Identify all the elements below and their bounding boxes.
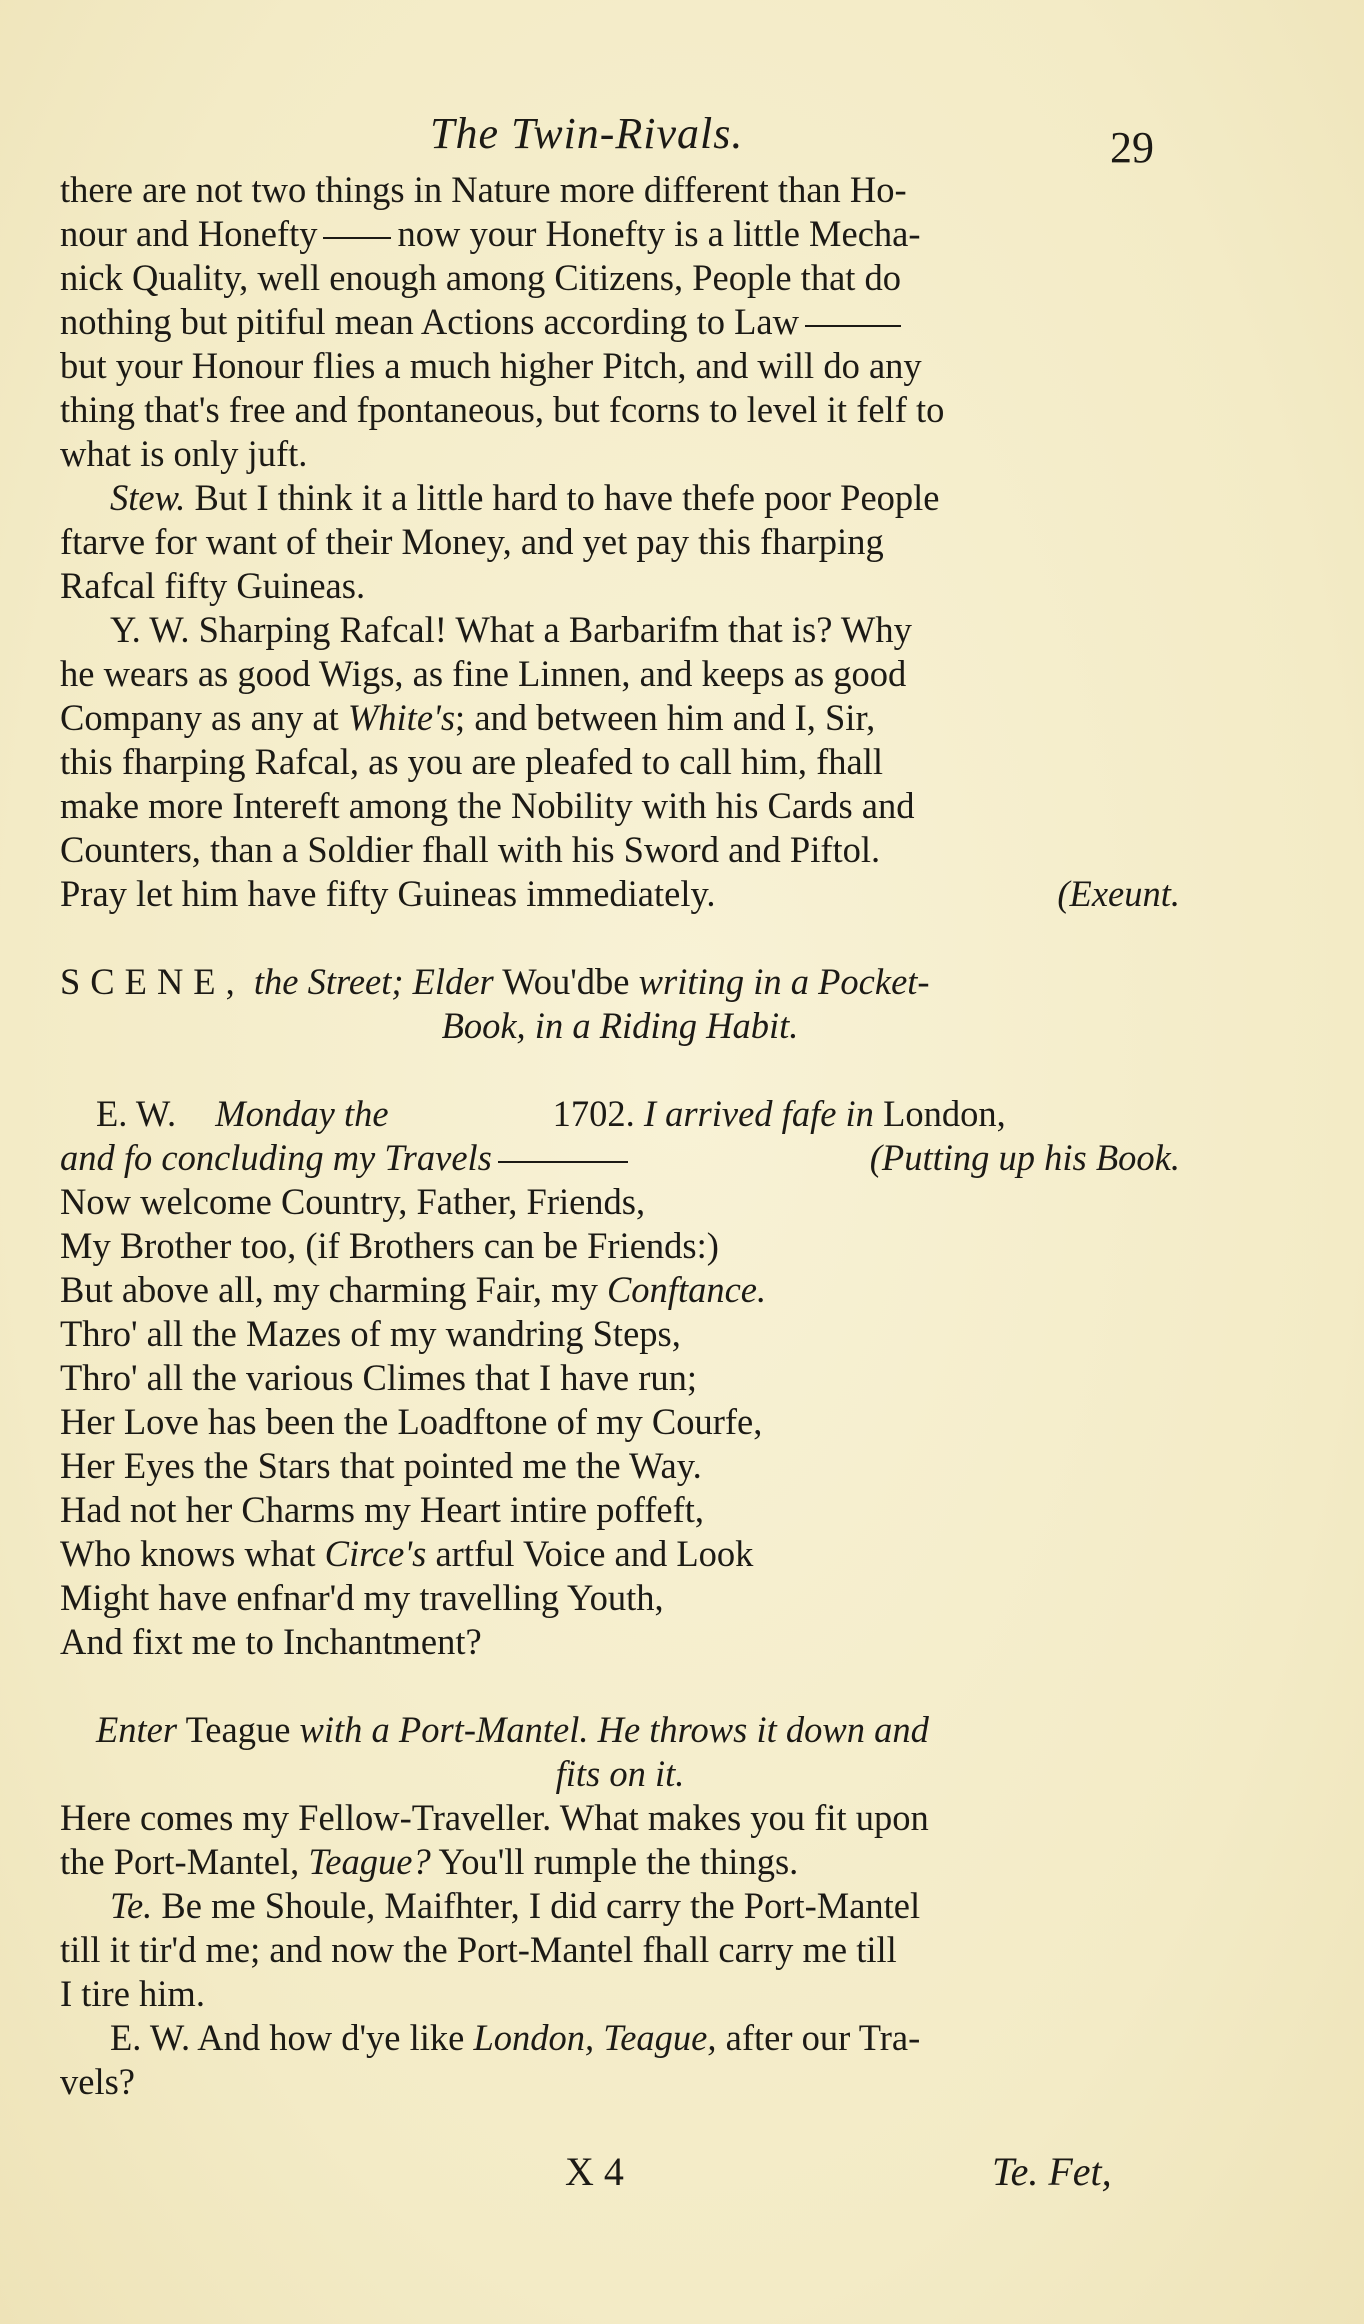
verse-line xyxy=(60,1488,1180,1532)
text-line xyxy=(60,1928,1180,1972)
line-text: Had not her Charms my Heart intire poffeft, xyxy=(60,1489,704,1530)
line-text: Her Eyes the Stars that pointed me the Way. xyxy=(60,1445,702,1486)
running-head xyxy=(0,108,1364,172)
text-line xyxy=(60,828,1180,872)
italic-name: White's xyxy=(347,697,456,738)
line-text: Might have enfnar'd my travelling Youth, xyxy=(60,1577,664,1618)
text-line xyxy=(60,1840,1180,1884)
verse-line xyxy=(60,1356,1180,1400)
line-text: vels? xyxy=(60,2061,135,2102)
text-line xyxy=(60,168,1180,212)
spacer xyxy=(60,1048,1180,1092)
dash-rule xyxy=(805,325,901,327)
line-text: now your Honefty is a little Mecha- xyxy=(397,213,921,254)
line-text: Thro' all the various Climes that I have run; xyxy=(60,1357,698,1398)
stage-direction-exit: (Exeunt. xyxy=(1057,873,1180,914)
scene-heading xyxy=(60,960,1180,1004)
text-line xyxy=(60,1092,1180,1136)
italic-name: Circe's xyxy=(324,1533,427,1574)
verse-line xyxy=(60,1180,1180,1224)
italic-text: Monday the xyxy=(215,1093,389,1134)
scene-description: the Street; Elder xyxy=(253,961,494,1002)
stage-text: Enter xyxy=(96,1709,178,1750)
verse-line xyxy=(60,1576,1180,1620)
line-text: Sharping Rafcal! What a Barbarifm that is? Why xyxy=(198,609,912,650)
spacer xyxy=(60,916,1180,960)
line-text: but your Honour flies a much higher Pitch, and will do any xyxy=(60,345,922,386)
text-line xyxy=(60,2060,1180,2104)
body-text xyxy=(60,168,1180,2104)
page-footer xyxy=(0,2148,1364,2208)
text-line xyxy=(60,564,1180,608)
line-text: Now welcome Country, Father, Friends, xyxy=(60,1181,646,1222)
text-line xyxy=(60,344,1180,388)
speaker-name: E. W. xyxy=(96,1093,177,1134)
verse-line xyxy=(60,1620,1180,1664)
line-text: make more Intereft among the Nobility with his Cards and xyxy=(60,785,915,826)
line-text: My Brother too, (if Brothers can be Friends:) xyxy=(60,1225,719,1266)
spacer xyxy=(60,1664,1180,1708)
text-line xyxy=(60,476,1180,520)
italic-name: London, Teague, xyxy=(473,2017,717,2058)
line-text: Here comes my Fellow-Traveller. What makes you fit upon xyxy=(60,1797,929,1838)
italic-text: I arrived fafe in xyxy=(643,1093,874,1134)
character-name: Teague xyxy=(185,1709,291,1750)
text-line xyxy=(60,1884,1180,1928)
line-text: there are not two things in Nature more different than Ho- xyxy=(60,169,907,210)
line-text: Pray let him have fifty Guineas immediately. xyxy=(60,873,716,914)
text-line xyxy=(60,872,1180,916)
verse-line xyxy=(60,1444,1180,1488)
text-line xyxy=(60,1972,1180,2016)
catchword: Te. Fet, xyxy=(992,2149,1112,2194)
line-text: artful Voice and Look xyxy=(435,1533,754,1574)
speaker-name: Te. xyxy=(110,1885,153,1926)
text-line xyxy=(60,432,1180,476)
line-text: Thro' all the Mazes of my wandring Steps, xyxy=(60,1313,681,1354)
line-text: And fixt me to Inchantment? xyxy=(60,1621,482,1662)
line-text: And how d'ye like xyxy=(197,2017,465,2058)
line-text: I tire him. xyxy=(60,1973,205,2014)
italic-name: Teague? xyxy=(308,1841,431,1882)
text-line xyxy=(60,740,1180,784)
place-name: London, xyxy=(883,1093,1006,1134)
line-text: But above all, my charming Fair, my xyxy=(60,1269,598,1310)
line-text: Company as any at xyxy=(60,697,339,738)
line-text: he wears as good Wigs, as fine Linnen, and keeps as good xyxy=(60,653,907,694)
line-text: Counters, than a Soldier fhall with his Sword and Piftol. xyxy=(60,829,881,870)
dash-rule xyxy=(323,237,391,239)
line-text: thing that's free and fpontaneous, but fcorns to level it felf to xyxy=(60,389,945,430)
text-line xyxy=(60,784,1180,828)
italic-name: Conftance. xyxy=(606,1269,767,1310)
verse-line xyxy=(60,1312,1180,1356)
stage-text: with a Port-Mantel. He throws it down and xyxy=(299,1709,929,1750)
text-line xyxy=(60,256,1180,300)
line-text: You'll rumple the things. xyxy=(438,1841,799,1882)
speaker-name: Stew. xyxy=(110,477,186,518)
stage-direction: (Putting up his Book. xyxy=(869,1137,1180,1178)
text-line xyxy=(60,696,1180,740)
verse-line xyxy=(60,1268,1180,1312)
dash-rule xyxy=(498,1161,628,1163)
line-text: nick Quality, well enough among Citizens, People that do xyxy=(60,257,902,298)
verse-line xyxy=(60,1532,1180,1576)
text-line xyxy=(60,388,1180,432)
line-text: Be me Shoule, Maifhter, I did carry the Port-Mantel xyxy=(161,1885,921,1926)
stage-direction xyxy=(60,1708,1180,1752)
text-line xyxy=(60,1136,1180,1180)
text-line xyxy=(60,520,1180,564)
speaker-name: E. W. xyxy=(110,2017,191,2058)
line-text: Her Love has been the Loadftone of my Courfe, xyxy=(60,1401,763,1442)
line-text: ftarve for want of their Money, and yet pay this fharping xyxy=(60,521,884,562)
scene-description: writing in a Pocket- xyxy=(638,961,930,1002)
stage-text: fits on it. xyxy=(555,1753,685,1794)
line-text: Rafcal fifty Guineas. xyxy=(60,565,366,606)
scene-description: Book, in a Riding Habit. xyxy=(441,1005,799,1046)
year: 1702. xyxy=(552,1093,635,1134)
running-title: The Twin-Rivals. xyxy=(430,109,744,158)
signature-mark: X 4 xyxy=(565,2149,624,2194)
scene-heading-continued xyxy=(60,1004,1180,1048)
verse-line xyxy=(60,1224,1180,1268)
line-text: Who knows what xyxy=(60,1533,316,1574)
line-text: what is only juft. xyxy=(60,433,308,474)
text-line xyxy=(60,652,1180,696)
text-line xyxy=(60,212,1180,256)
page-number: 29 xyxy=(1110,123,1154,172)
line-text: the Port-Mantel, xyxy=(60,1841,300,1882)
scene-label: SCENE, xyxy=(60,961,245,1002)
character-name: Wou'dbe xyxy=(502,961,630,1002)
text-line xyxy=(60,2016,1180,2060)
italic-text: and fo concluding my Travels xyxy=(60,1137,492,1178)
verse-line xyxy=(60,1400,1180,1444)
text-line xyxy=(60,1796,1180,1840)
line-text: till it tir'd me; and now the Port-Mantel fhall carry me till xyxy=(60,1929,897,1970)
line-text: But I think it a little hard to have thefe poor People xyxy=(194,477,940,518)
text-line xyxy=(60,608,1180,652)
text-line xyxy=(60,300,1180,344)
speaker-name: Y. W. xyxy=(110,609,190,650)
line-text: this fharping Rafcal, as you are pleafed to call him, fhall xyxy=(60,741,883,782)
stage-direction-continued xyxy=(60,1752,1180,1796)
line-text: after our Tra- xyxy=(725,2017,921,2058)
line-text: nour and Honefty xyxy=(60,213,318,254)
line-text: nothing but pitiful mean Actions according to Law xyxy=(60,301,799,342)
line-text: ; and between him and I, Sir, xyxy=(455,697,876,738)
